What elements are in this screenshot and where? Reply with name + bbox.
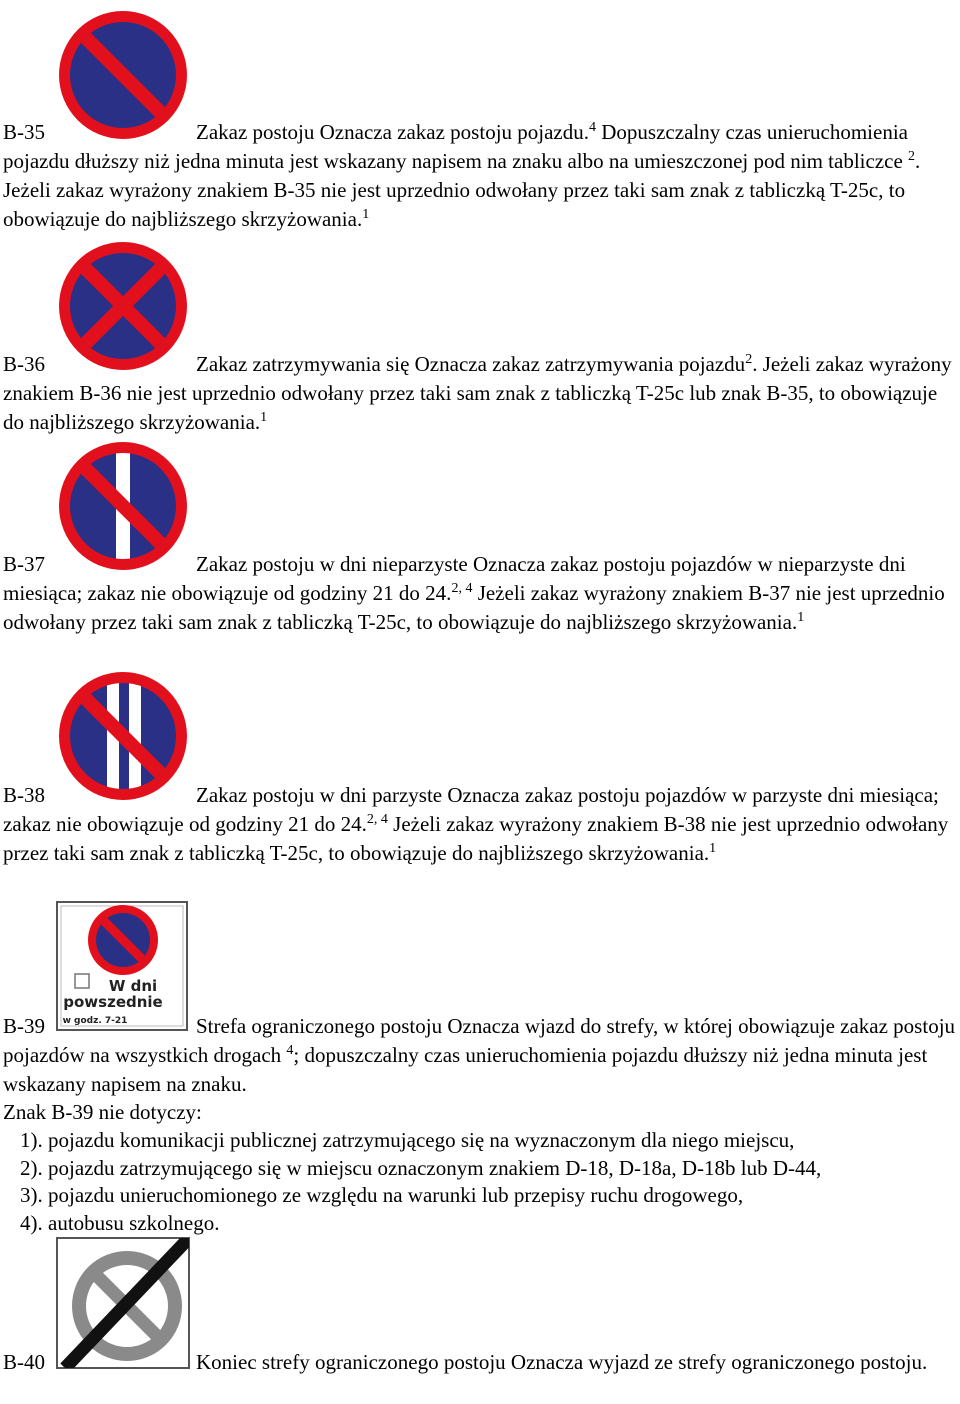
sign-text: Jeżeli zakaz wyrażony znakiem B-37 nie jest uprzednio odwołany przez taki sam znak z tabliczką T-25c, to obowiązuje do najbliższego skrzyżowania.: [3, 581, 945, 634]
footnote-ref: 1: [709, 841, 717, 856]
sign-text: Zakaz postoju w dni nieparzyste Oznacza zakaz postoju pojazdów w nieparzyste dni miesiąca; zakaz nie obowiązuje od godziny 21 do 24.: [3, 552, 906, 605]
footnote-ref: 2: [745, 352, 753, 367]
footnote-ref: 1: [260, 410, 268, 425]
sign-b36-entry: [3, 350, 958, 437]
sign-b40-entry: [3, 1348, 958, 1377]
footnote-ref: 4: [589, 120, 597, 135]
exceptions-intro: Znak B-39 nie dotyczy:: [3, 1100, 202, 1124]
sign-text: Koniec strefy ograniczonego postoju Oznacza wyjazd ze strefy ograniczonego postoju.: [196, 1350, 928, 1374]
sign-caption: powszednie: [63, 993, 163, 1011]
sign-text: Dopuszczalny czas unieruchomienia pojazdu dłuższy niż jedna minuta jest wskazany napisem na znaku albo na umieszczonej pod nim tabliczce: [3, 120, 909, 173]
footnote-ref: 1: [797, 610, 805, 625]
sign-text: Zakaz postoju Oznacza zakaz postoju pojazdu.: [196, 120, 590, 144]
sign-b35-entry: [3, 118, 958, 234]
sign-text: Strefa ograniczonego postoju Oznacza wjazd do strefy, w której obowiązuje zakaz postoju pojazdów na wszystkich drogach: [3, 1014, 956, 1067]
sign-text: Zakaz postoju w dni parzyste Oznacza zakaz postoju pojazdów w parzyste dni miesiąca; zakaz nie obowiązuje od godziny 21 do 24.: [3, 783, 939, 836]
sign-code: B-38: [3, 783, 45, 807]
footnote-ref: 2, 4: [451, 581, 473, 596]
sign-text: Zakaz zatrzymywania się Oznacza zakaz zatrzymywania pojazdu: [196, 352, 746, 376]
sign-text: Jeżeli zakaz wyrażony znakiem B-38 nie jest uprzednio odwołany przez taki sam znak z tabliczką T-25c, to obowiązuje do najbliższego skrzyżowania.: [3, 812, 949, 865]
sign-b39-entry: [3, 1012, 958, 1099]
sign-code: B-36: [3, 352, 45, 376]
list-item: 4). autobusu szkolnego.: [20, 1211, 220, 1235]
footnote-ref: 2, 4: [366, 812, 388, 827]
sign-code: B-35: [3, 120, 45, 144]
list-item: 1). pojazdu komunikacji publicznej zatrzymującego się na wyznaczonym dla niego miejscu,: [20, 1128, 795, 1152]
list-item: 3). pojazdu unieruchomionego ze względu na warunki lub przepisy ruchu drogowego,: [20, 1183, 744, 1207]
footnote-ref: 4: [286, 1043, 294, 1058]
sign-text: . Jeżeli zakaz wyrażony znakiem B-35 nie jest uprzednio odwołany przez taki sam znak z tabliczką T-25c, to obowiązuje do najbliższego skrzyżowania.: [3, 149, 921, 231]
sign-caption: w godz. 7-21: [62, 1016, 128, 1026]
sign-code: B-37: [3, 552, 45, 576]
sign-code: B-39: [3, 1014, 45, 1038]
sign-text: . Jeżeli zakaz wyrażony znakiem B-36 nie jest uprzednio odwołany przez taki sam znak z tabliczką T-25c lub znak B-35, to obowiązuje do najbliższego skrzyżowania.: [3, 352, 952, 434]
footnote-ref: 2: [908, 149, 916, 164]
sign-b38-entry: [3, 781, 958, 868]
list-item: 2). pojazdu zatrzymującego się w miejscu oznaczonym znakiem D-18, D-18a, D-18b lub D-44,: [20, 1156, 822, 1180]
sign-b37-entry: [3, 550, 958, 637]
footnote-ref: 1: [362, 207, 370, 222]
sign-caption: W dni: [108, 977, 158, 995]
sign-text: ; dopuszczalny czas unieruchomienia pojazdu dłuższy niż jedna minuta jest wskazany napisem na znaku.: [3, 1043, 928, 1096]
sign-code: B-40: [3, 1350, 45, 1374]
